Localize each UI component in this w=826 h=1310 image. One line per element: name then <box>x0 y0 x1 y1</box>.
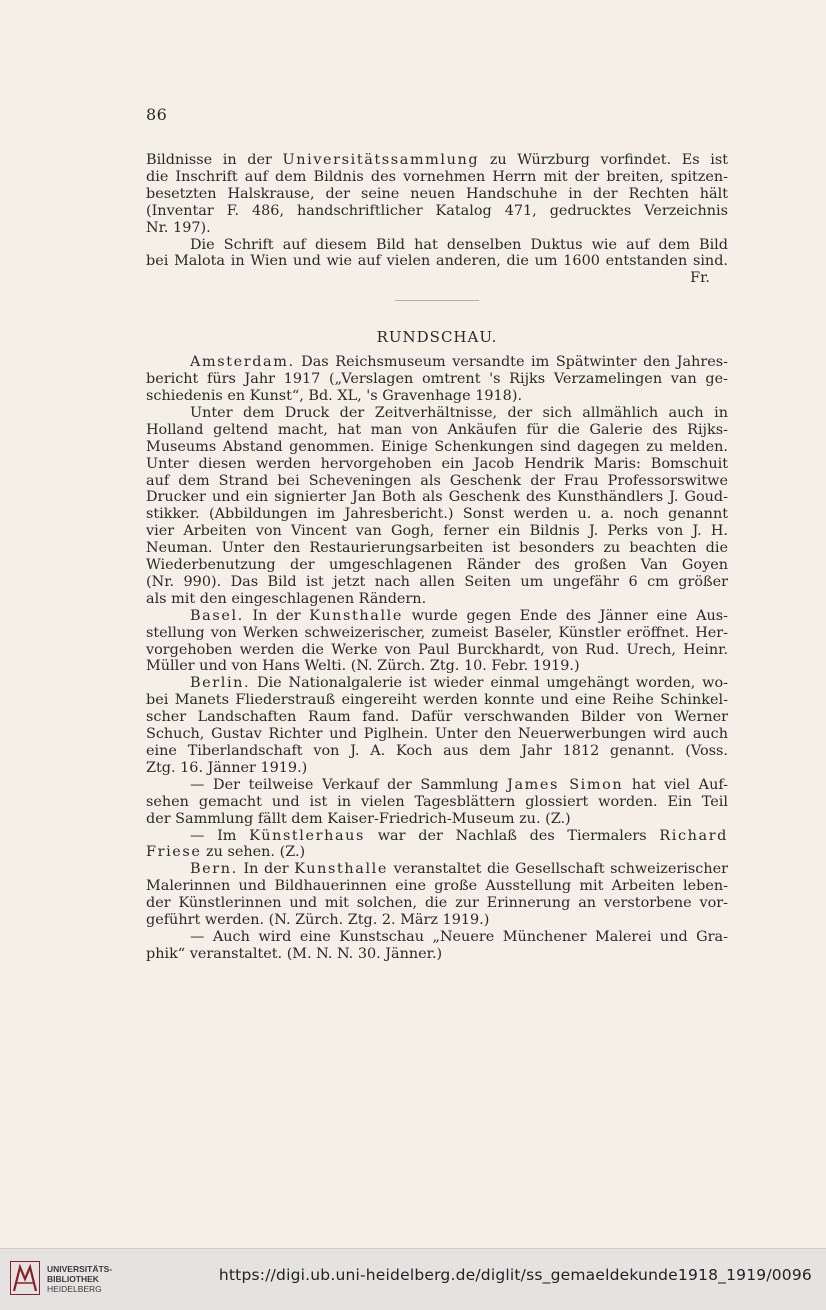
text-line: vier Arbeiten von Vincent van Gogh, ferner ein Bildnis J. Perks von J. H. <box>146 523 728 540</box>
text-line: stellung von Werken schweizerischer, zumeist Baseler, Künstler eröffnet. Her- <box>146 624 728 641</box>
text-line: (Nr. 990). Das Bild ist jetzt nach allen Seiten um ungefähr 6 cm größer <box>146 573 728 590</box>
text-line: Museums Abstand genommen. Einige Schenkungen sind dagegen zu melden. <box>146 438 728 455</box>
text-line: phik“ veranstaltet. (M. N. N. 30. Jänner.) <box>146 945 443 962</box>
text-line: scher Landschaften Raum fand. Dafür verschwanden Bilder von Werner <box>146 709 728 726</box>
text-line: Basel. In der Kunsthalle wurde gegen Ende des Jänner eine Aus- <box>190 607 728 624</box>
text-line: — Im Künstlerhaus war der Nachlaß des Tiermalers Richard <box>190 827 728 844</box>
text-line: Holland geltend macht, hat man von Ankäufen für die Galerie des Rijks- <box>146 421 728 438</box>
text-line: Amsterdam. Das Reichsmuseum versandte im Spätwinter den Jahres- <box>190 354 728 371</box>
text-line: bei Malota in Wien und wie auf vielen anderen, die um 1600 entstanden sind. <box>146 253 728 270</box>
text-line: Nr. 197). <box>146 219 211 236</box>
text-line: der Künstlerinnen und mit solchen, die zur Erinnerung an verstorbene vor- <box>146 895 728 912</box>
place-name: Bern. <box>190 861 238 878</box>
place-name: Amsterdam. <box>190 354 295 371</box>
text-line: bericht fürs Jahr 1917 („Verslagen omtrent 's Rijks Verzamelingen van ge- <box>146 371 728 388</box>
text-line: besetzten Halskrause, der seine neuen Handschuhe in der Rechten hält <box>146 185 728 202</box>
text-line: vorgehoben werden die Werke von Paul Burckhardt, von Rud. Urech, Heinr. <box>146 641 728 658</box>
section-divider <box>395 300 479 301</box>
text-line: — Der teilweise Verkauf der Sammlung James Simon hat viel Auf- <box>190 776 729 793</box>
place-name: Berlin. <box>190 675 251 692</box>
text-line: als mit den eingeschlagenen Rändern. <box>146 590 427 607</box>
text-line: Drucker und ein signierter Jan Both als Geschenk des Kunsthändlers J. Goud- <box>146 489 728 506</box>
viewer-footer <box>0 1248 826 1310</box>
library-name: UNIVERSITÄTS- BIBLIOTHEK HEIDELBERG <box>47 1264 113 1294</box>
text-line: die Inschrift auf dem Bildnis des vornehmen Herrn mit der breiten, spitzen- <box>146 168 728 185</box>
text-line: Wiederbenutzung der umgeschlagenen Ränder des großen Van Goyen <box>146 557 728 574</box>
library-logo-icon <box>10 1261 40 1295</box>
text-line: Malerinnen und Bildhauerinnen eine große Ausstellung mit Arbeiten leben- <box>146 878 728 895</box>
text-line: Neuman. Unter den Restaurierungsarbeiten ist besonders zu beachten die <box>146 540 728 557</box>
text-line: der Sammlung fällt dem Kaiser-Friedrich-Museum zu. (Z.) <box>146 810 571 827</box>
text-line: Die Schrift auf diesem Bild hat denselben Duktus wie auf dem Bild <box>190 236 728 253</box>
text-line: Unter dem Druck der Zeitverhältnisse, der sich allmählich auch in <box>190 404 728 421</box>
text-line: schiedenis en Kunst“, Bd. XL, 's Gravenhage 1918). <box>146 387 523 404</box>
text-line: stikker. (Abbildungen im Jahresbericht.) Sonst werden u. a. noch genannt <box>146 506 728 523</box>
text-line: Friese zu sehen. (Z.) <box>146 844 306 861</box>
text-line: sehen gemacht und ist in vielen Tagesblättern glossiert worden. Ein Teil <box>146 793 728 810</box>
text-line: bei Manets Fliederstrauß eingereiht werden konnte und eine Reihe Schinkel- <box>146 692 728 709</box>
text-line: Ztg. 16. Jänner 1919.) <box>146 759 308 776</box>
place-name: Basel. <box>190 607 244 624</box>
text-line: eine Tiberlandschaft von J. A. Koch aus dem Jahr 1812 genannt. (Voss. <box>146 743 728 759</box>
permalink-url[interactable]: https://digi.ub.uni-heidelberg.de/diglit/ss_gemaeldekunde1918_1919/0096 <box>218 1266 812 1284</box>
section-heading: RUNDSCHAU. <box>376 328 498 347</box>
page-number: 86 <box>146 105 168 124</box>
text-line: (Inventar F. 486, handschriftlicher Katalog 471, gedrucktes Verzeichnis <box>146 202 728 219</box>
text-line: geführt werden. (N. Zürch. Ztg. 2. März 1919.) <box>146 912 490 929</box>
text-line: Berlin. Die Nationalgalerie ist wieder einmal umgehängt worden, wo- <box>190 675 728 692</box>
text-line: Unter diesen werden hervorgehoben ein Jacob Hendrik Maris: Bomschuit <box>146 455 728 472</box>
author-initials: Fr. <box>690 270 710 287</box>
text-line: auf dem Strand bei Scheveningen als Geschenk der Frau Professorswitwe <box>146 472 728 489</box>
text-line: Bildnisse in der Universitätssammlung zu Würzburg vorfindet. Es ist <box>146 152 728 168</box>
text-line: — Auch wird eine Kunstschau „Neuere Münchener Malerei und Gra- <box>190 928 728 945</box>
article-text <box>146 152 728 963</box>
text-line: Bern. In der Kunsthalle veranstaltet die Gesellschaft schweizerischer <box>190 861 728 878</box>
text-line: Müller und von Hans Welti. (N. Zürch. Ztg. 10. Febr. 1919.) <box>146 658 580 675</box>
text-line: Schuch, Gustav Richter und Piglhein. Unter den Neuerwerbungen wird auch <box>146 726 728 743</box>
